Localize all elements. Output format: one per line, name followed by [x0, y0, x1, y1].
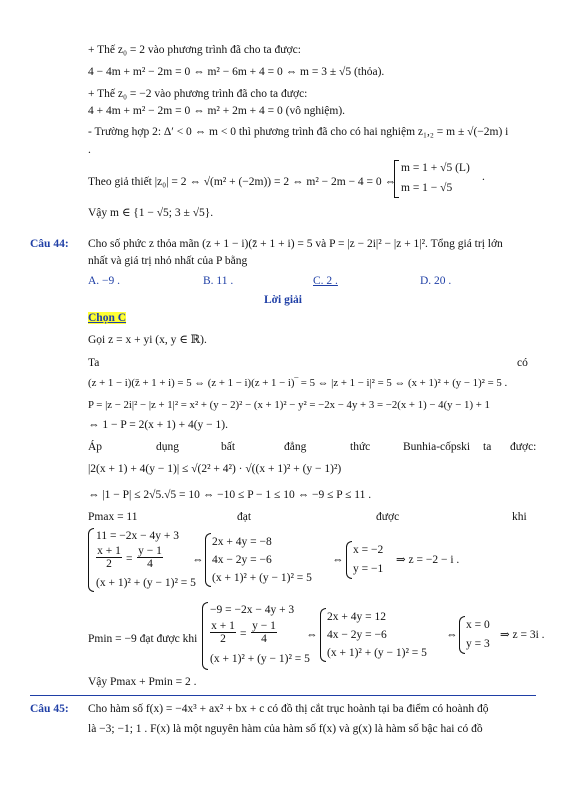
equation: x = 0 — [466, 619, 490, 631]
equation: y = −1 — [353, 563, 384, 575]
text-line: ⇔ |1 − P| ≤ 2√5.√5 = 10 ⇔ −10 ≤ P − 1 ≤ 10 ⇔ −9 ≤ P ≤ 11 . — [88, 489, 372, 501]
fraction — [251, 620, 277, 645]
fraction — [210, 620, 236, 645]
text-word: dụng — [156, 441, 179, 453]
option-c: C. 2 . — [313, 275, 338, 287]
text-line: P = |z − 2i|² − |z + 1|² = x² + (y − 2)² − (x + 1)² − y² = −2x − 4y + 3 = −2(x + 1) − 4(y − 1) + 1 — [88, 399, 490, 411]
equation: y = 3 — [466, 638, 490, 650]
option-a: A. −9 . — [88, 275, 121, 287]
solution-heading: Lời giải — [264, 294, 302, 306]
question-text: Cho số phức z thỏa mãn (z + 1 − i)(z̄ + 1 + i) = 5 và P = |z − 2i|² − |z + 1|². Tổng giá trị lớn — [88, 238, 503, 250]
equation: 4x − 2y = −6 — [327, 629, 387, 641]
question-label: Câu 45: — [30, 703, 69, 715]
equation: (x + 1)² + (y − 1)² = 5 — [212, 572, 312, 584]
equation: (x + 1)² + (y − 1)² = 5 — [327, 647, 427, 659]
text-word: ta — [483, 441, 492, 453]
text-line: ⇔ 1 − P = 2(x + 1) + 4(y − 1). — [88, 419, 228, 431]
numerator: y − 1 — [138, 545, 162, 557]
equals: = — [240, 628, 247, 640]
text-word: được: — [510, 441, 537, 453]
option-b: B. 11 . — [203, 275, 234, 287]
text-word: đạt — [237, 511, 252, 523]
question-label: Câu 44: — [30, 238, 69, 250]
brace — [320, 608, 326, 662]
text-word: bất — [221, 441, 236, 453]
text-word: thức — [350, 441, 371, 453]
document-page: + Thế z₀ = 2 vào phương trình đã cho ta được: 4 − 4m + m² − 2m = 0 ⇔ m² − 6m + 4 = 0 ⇔ m = 3 ± √5 (thỏa). + Thế z₀ = −2 vào phương trình đã cho ta được: 4 + 4m + m² − 2m = 0 ⇔ m² + 2m + 4 = 0 (vô nghiệm). - Trường hợp 2: Δ′ < 0 ⇔ m < 0 thì phương trình đã cho có hai nghiệm z₁,₂ = m ± √(−2m) i . Theo giả thiết |z₀| = 2 ⇔ √(m² + (−2m)) = 2 ⇔ m² − 2m − 4 = 0 ⇔ m = 1 + √5 (L) m = 1 − √5 . Vậy m ∈ {1 − √5; 3 ± √5}. Câu 44: Cho số phức z thỏa mãn (z + 1 − i)(z̄ + 1 + i) = 5 và P = |z − 2i|² − |z + 1|². Tổng giá trị lớn nhất và giá trị nhỏ nhất của P bằng A. −9 . B. 11 . C. 2 . D. 20 . Lời giải Chọn C Gọi z = x + yi (x, y ∈ ℝ). Ta có (z + 1 − i)(z̄ + 1 + i) = 5 ⇔ (z + 1 − i)(z + 1 − i)‾ = 5 ⇔ |z + 1 − i|² = 5 ⇔ (x + 1)² + (y − 1)² = 5 . P = |z − 2i|² − |z + 1|² = x² + (y − 2)² − (x + 1)² − y² = −2x − 4y + 3 = −2(x + 1) − 4(y − 1) + 1 ⇔ 1 − P = 2(x + 1) + 4(y − 1). Áp dụng bất đẳng thức Bunhia-cốpski ta được: |2(x + 1) + 4(y − 1)| ≤ √(2² + 4²) · √((x + 1)² + (y − 1)²) ⇔ |1 − P| ≤ 2√5.√5 = 10 ⇔ −10 ≤ P − 1 ≤ 10 ⇔ −9 ≤ P ≤ 11 . Pmax = 11 đạt được khi 11 = −2x − 4y + 3 $\frac{x + 1}{2}$ = $\frac{y - 1}{4}$ (x + 1)² + (y − 1)² = 5 ⇔ 2x + 4y = −8 4x − 2y = −6 (x + 1)² + (y − 1)² = 5 ⇔ x = −2 y = −1 ⇒ z = −2 − i . Pmin = −9 đạt được khi −9 = −2x − 4y + 3 $\frac{x + 1}{2}$ = $\frac{y - 1}{4}$ (x + 1)² + (y − 1)² = 5 ⇔ 2x + 4y = 12 4x − 2y = −6 (x + 1)² + (y − 1)² = 5 ⇔ x = 0 y = 3 ⇒ z = 3i . Vậy Pmax + Pmin = 2 . Câu 45: Cho hàm số f(x) = −4x³ + ax² + bx + c có đồ thị cắt trục hoành tại ba điểm có hoành độ là −3; −1; 1 . F(x) là một nguyên hàm của hàm số f(x) và g(x) là hàm số bậc hai có đồ — [0, 0, 566, 800]
fraction — [96, 545, 122, 570]
brace — [202, 602, 208, 670]
denominator: 4 — [137, 557, 163, 570]
denominator: 2 — [96, 557, 122, 570]
equation: (x + 1)² + (y − 1)² = 5 — [96, 577, 196, 589]
brace — [346, 541, 352, 579]
equation: −9 = −2x − 4y + 3 — [210, 604, 295, 616]
text-line: Vậy m ∈ {1 − √5; 3 ± √5}. — [88, 207, 214, 219]
numerator: x + 1 — [97, 545, 121, 557]
text-line: Gọi z = x + yi (x, y ∈ ℝ). — [88, 334, 207, 346]
equals: = — [126, 553, 133, 565]
text-line: m = 1 − √5 — [401, 182, 453, 194]
question-text: nhất và giá trị nhỏ nhất của P bằng — [88, 255, 248, 267]
text-line: - Trường hợp 2: Δ′ < 0 ⇔ m < 0 thì phương trình đã cho có hai nghiệm z₁,₂ = m ± √(−2m) i — [88, 126, 509, 138]
text-word: khi — [512, 511, 527, 523]
result: ⇒ z = 3i . — [500, 629, 545, 641]
brace — [88, 528, 94, 592]
text-line: (z + 1 − i)(z̄ + 1 + i) = 5 ⇔ (z + 1 − i)(z + 1 − i)‾ = 5 ⇔ |z + 1 − i|² = 5 ⇔ (x + 1)² + (y − 1)² = 5 . — [88, 377, 508, 389]
option-d: D. 20 . — [420, 275, 452, 287]
numerator: x + 1 — [211, 620, 235, 632]
denominator: 2 — [210, 632, 236, 645]
result: ⇒ z = −2 − i . — [396, 554, 460, 566]
text-line: Vậy Pmax + Pmin = 2 . — [88, 676, 197, 688]
question-text: là −3; −1; 1 . F(x) là một nguyên hàm của hàm số f(x) và g(x) là hàm số bậc hai có đồ — [88, 723, 483, 735]
question-text: Cho hàm số f(x) = −4x³ + ax² + bx + c có đồ thị cắt trục hoành tại ba điểm có hoành độ — [88, 703, 489, 715]
equation: 2x + 4y = 12 — [327, 611, 386, 623]
text-word: Áp — [88, 441, 103, 453]
text-line: |2(x + 1) + 4(y − 1)| ≤ √(2² + 4²) · √((x + 1)² + (y − 1)²) — [88, 463, 342, 475]
equation: 11 = −2x − 4y + 3 — [96, 530, 180, 542]
brace — [205, 533, 211, 587]
numerator: y − 1 — [252, 620, 276, 632]
text-word: đẳng — [284, 441, 307, 453]
text-word: Bunhia-cốpski — [403, 441, 471, 453]
text-line: Pmin = −9 đạt được khi — [88, 633, 198, 645]
text-line: 4 + 4m + m² − 2m = 0 ⇔ m² + 2m + 4 = 0 (vô nghiệm). — [88, 105, 346, 117]
text-line: + Thế z₀ = −2 vào phương trình đã cho ta được: — [88, 88, 308, 100]
equation: x = −2 — [353, 544, 384, 556]
text-line: có — [517, 357, 528, 369]
text-line: Theo giả thiết |z₀| = 2 ⇔ √(m² + (−2m)) = 2 ⇔ m² − 2m − 4 = 0 ⇔ — [88, 176, 397, 188]
denominator: 4 — [251, 632, 277, 645]
equation: 4x − 2y = −6 — [212, 554, 272, 566]
equation: (x + 1)² + (y − 1)² = 5 — [210, 653, 310, 665]
text-word: được — [376, 511, 400, 523]
brace — [459, 616, 465, 654]
text-line: . — [88, 144, 91, 156]
text-line: 4 − 4m + m² − 2m = 0 ⇔ m² − 6m + 4 = 0 ⇔ m = 3 ± √5 (thỏa). — [88, 66, 385, 78]
text-line: Pmax = 11 — [88, 511, 138, 523]
chosen-answer: Chọn C — [88, 312, 127, 324]
divider — [30, 695, 536, 696]
fraction — [137, 545, 163, 570]
text-line: m = 1 + √5 (L) — [401, 162, 470, 174]
text-line: . — [482, 171, 485, 183]
bracket — [394, 160, 399, 198]
text-line: Ta — [88, 357, 100, 369]
equation: 2x + 4y = −8 — [212, 536, 272, 548]
text-line: + Thế z₀ = 2 vào phương trình đã cho ta được: — [88, 44, 301, 56]
